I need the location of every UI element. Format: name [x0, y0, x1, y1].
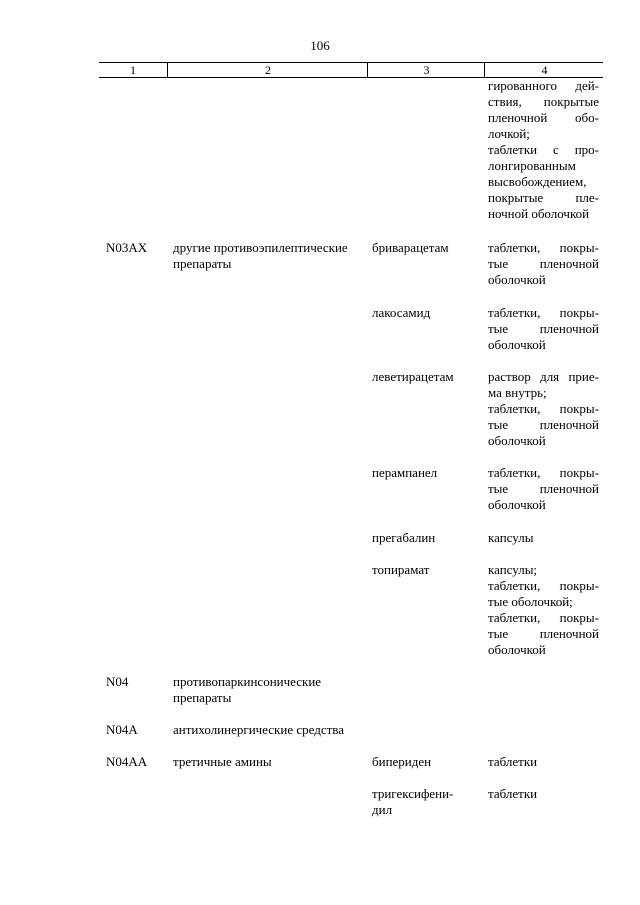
atc-code: N04: [106, 674, 129, 689]
word: тые: [488, 417, 509, 432]
form-line: лочкой;: [488, 126, 530, 141]
drug-name: [372, 369, 482, 385]
word: тые: [488, 256, 509, 271]
atc-code: N04AA: [106, 754, 148, 769]
form-line: ночной оболочкой: [488, 206, 590, 221]
table-header: [99, 62, 603, 78]
column-header-2: 2: [167, 63, 368, 77]
atc-group-name: [173, 240, 368, 272]
drug-name: [372, 530, 482, 546]
form-line: [488, 369, 599, 385]
word: для: [540, 369, 560, 384]
drug-line: тригексифени-: [372, 786, 454, 801]
word: таблетки,: [488, 305, 541, 320]
form-line: [488, 321, 599, 337]
column-header-1: 1: [130, 63, 136, 77]
word: пленочной: [539, 417, 599, 432]
drug-line: бриварацетам: [372, 240, 449, 255]
drug-line: дил: [372, 802, 393, 817]
word: таблетки,: [488, 578, 541, 593]
group-line: противопаркинсонические: [173, 674, 322, 689]
drug-line: бипериден: [372, 754, 432, 769]
word: гированного: [488, 78, 557, 93]
word: таблетки,: [488, 240, 541, 255]
word: раствор: [488, 369, 531, 384]
word: покры-: [559, 401, 599, 416]
word: тые: [488, 481, 509, 496]
form-line: [488, 578, 599, 594]
drug-name: [372, 465, 482, 481]
form-line: [488, 626, 599, 642]
dosage-form: [488, 369, 599, 449]
form-line: [488, 465, 599, 481]
form-line: ма внутрь;: [488, 385, 547, 400]
drug-name: [372, 786, 482, 818]
drug-line: прегабалин: [372, 530, 436, 545]
form-line: [488, 417, 599, 433]
word: пленочной: [488, 110, 548, 125]
dosage-form: [488, 465, 599, 513]
word: таблетки: [488, 142, 538, 157]
form-line: [488, 110, 599, 126]
word: покры-: [559, 465, 599, 480]
dosage-form: [488, 530, 599, 546]
form-line: тые оболочкой;: [488, 594, 573, 609]
word: покры-: [559, 610, 599, 625]
form-line: [488, 190, 599, 206]
atc-code: N04A: [106, 722, 138, 737]
atc-group-name: [173, 722, 368, 738]
word: ствия,: [488, 94, 522, 109]
word: с: [553, 142, 559, 157]
form-line: оболочкой: [488, 433, 546, 448]
word: тые: [488, 626, 509, 641]
column-header-3: 3: [367, 63, 485, 77]
word: тые: [488, 321, 509, 336]
word: дей-: [575, 78, 599, 93]
dosage-form: [488, 240, 599, 288]
form-line: [488, 142, 599, 158]
drug-name: [372, 240, 482, 256]
form-line: [488, 78, 599, 94]
word: пленочной: [539, 256, 599, 271]
word: прие-: [568, 369, 599, 384]
form-line: оболочкой: [488, 272, 546, 287]
form-line: таблетки: [488, 786, 538, 801]
word: таблетки,: [488, 465, 541, 480]
form-line: [488, 240, 599, 256]
form-line: капсулы;: [488, 562, 538, 577]
form-line: оболочкой: [488, 642, 546, 657]
drug-line: топирамат: [372, 562, 430, 577]
word: обо-: [575, 110, 599, 125]
drug-name: [372, 754, 482, 770]
atc-group-name: [173, 674, 368, 706]
dosage-form: [488, 305, 599, 353]
continuation-dosage-form: [488, 78, 599, 222]
form-line: [488, 610, 599, 626]
form-line: капсулы: [488, 530, 534, 545]
word: пленочной: [539, 481, 599, 496]
word: таблетки,: [488, 610, 541, 625]
page-number: 106: [310, 38, 330, 53]
word: покры-: [559, 305, 599, 320]
form-line: лонгированным: [488, 158, 576, 173]
column-header-4: 4: [484, 63, 604, 77]
form-line: таблетки: [488, 754, 538, 769]
form-line: [488, 401, 599, 417]
word: пле-: [575, 190, 599, 205]
form-line: [488, 305, 599, 321]
form-line: оболочкой: [488, 337, 546, 352]
drug-line: лакосамид: [372, 305, 431, 320]
group-line: препараты: [173, 690, 232, 705]
atc-group-name: [173, 754, 368, 770]
dosage-form: [488, 786, 599, 802]
word: покры-: [559, 578, 599, 593]
form-line: оболочкой: [488, 497, 546, 512]
dosage-form: [488, 754, 599, 770]
drug-line: перампанел: [372, 465, 438, 480]
group-line: препараты: [173, 256, 232, 271]
word: пленочной: [539, 626, 599, 641]
word: про-: [574, 142, 599, 157]
group-line: антихолинергические средства: [173, 722, 345, 737]
form-line: [488, 256, 599, 272]
form-line: [488, 94, 599, 110]
drug-line: леветирацетам: [372, 369, 454, 384]
drug-name: [372, 305, 482, 321]
drug-name: [372, 562, 482, 578]
group-line: третичные амины: [173, 754, 272, 769]
word: таблетки,: [488, 401, 541, 416]
word: пленочной: [539, 321, 599, 336]
group-line: другие противоэпилептические: [173, 240, 348, 255]
form-line: [488, 481, 599, 497]
form-line: высвобождением,: [488, 174, 587, 189]
word: покрытые: [488, 190, 544, 205]
dosage-form: [488, 562, 599, 658]
atc-code: N03AX: [106, 240, 148, 255]
word: покрытые: [543, 94, 599, 109]
word: покры-: [559, 240, 599, 255]
